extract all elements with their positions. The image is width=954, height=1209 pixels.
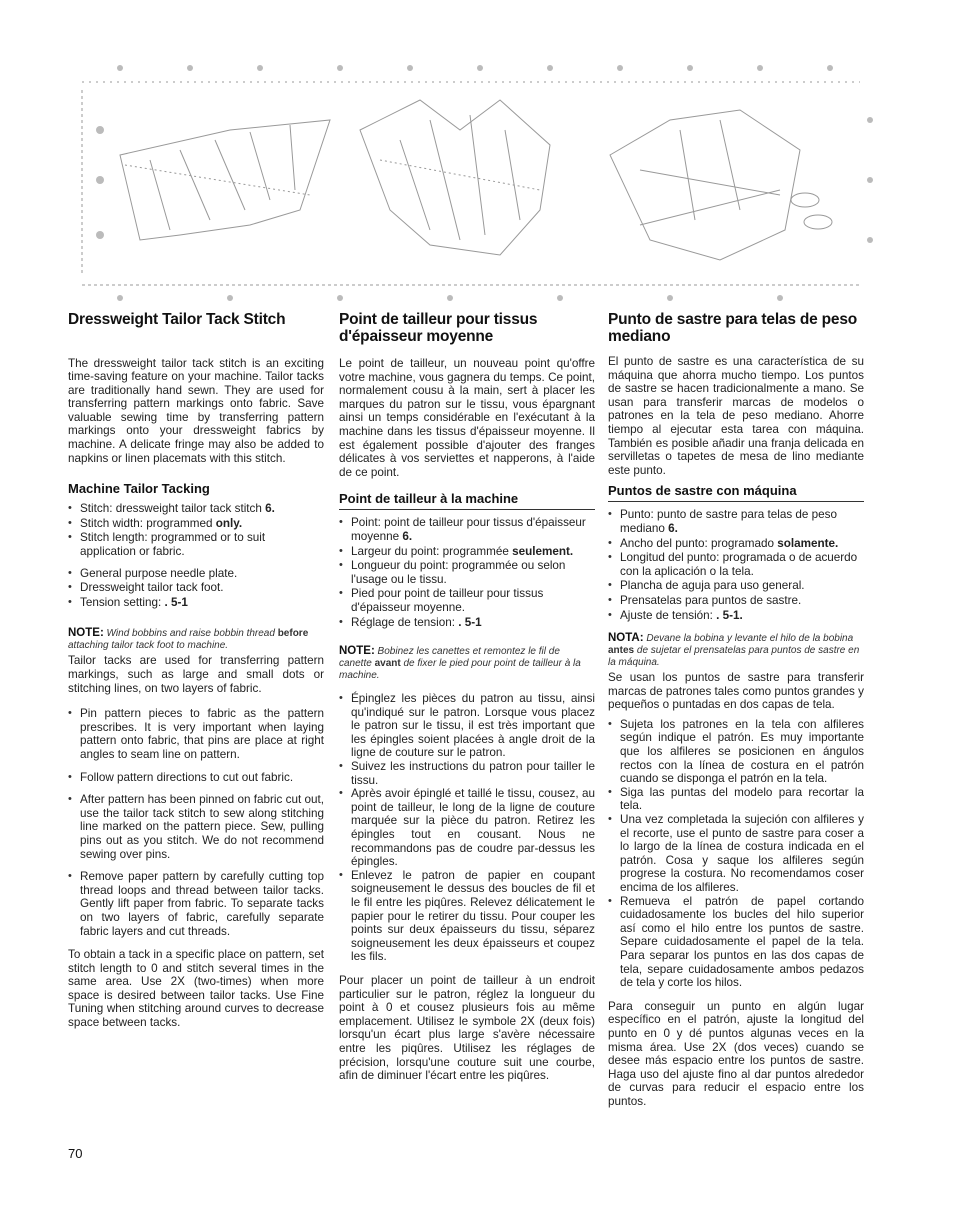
list-item: • Prensatelas para puntos de sastre. — [608, 594, 864, 608]
list-item: • Après avoir épinglé et taillé le tissu, cousez, au point de tailleur, le long de la ligne de couture marquée sur la pièce du patron. Retirez les épingles tout en cousant. Nous ne recommandons pas de coudre par-dessus les épingles. — [339, 787, 595, 869]
page-number: 70 — [68, 1146, 83, 1161]
spanish-settings-list — [608, 508, 864, 622]
french-subtitle: Point de tailleur à la machine — [339, 491, 595, 510]
list-item: • Point: point de tailleur pour tissus d'épaisseur moyenne 6. — [339, 516, 595, 543]
list-item: • General purpose needle plate. — [68, 567, 324, 581]
list-item: • Épinglez les pièces du patron au tissu, ainsi qu'indiqué sur le patron. Lorsque vous placez le patron sur le tissu, il est très important que les épingles soient placées à angle droit de la ligne de couture sur le patron. — [339, 692, 595, 760]
list-item: • Réglage de tension: . 5-1 — [339, 616, 595, 630]
french-steps-list — [339, 692, 595, 964]
english-steps-list — [68, 707, 324, 938]
english-note-body: Tailor tacks are used for transferring pattern markings, such as large and small dots or stitching lines, on two layers of fabric. — [68, 654, 324, 695]
french-column — [339, 312, 595, 1089]
list-item: • Stitch width: programmed only. — [68, 517, 324, 531]
list-item: • Pin pattern pieces to fabric as the pattern prescribes. It is very important when laying pattern onto fabric, that pins are place at right angles to seam line on pattern. — [68, 707, 324, 761]
french-title: Point de tailleur pour tissus d'épaisseur moyenne — [339, 311, 538, 345]
spanish-note-body: Se usan los puntos de sastre para transferir marcas de patrones tales como puntos grandes y pequeños o puntadas en dos capas de tela. — [608, 671, 864, 712]
list-item: • Sujeta los patrones en la tela con alfileres según indique el patrón. Es muy importante que los alfileres se posicionen en ángulos rectos con la línea de costura en el patrón cuando se disponga el patrón en la tela. — [608, 718, 864, 786]
list-item: • Largeur du point: programmée seulement. — [339, 545, 595, 559]
spanish-closing: Para conseguir un punto en algún lugar específico en el patrón, ajuste la longitud del punto en 0 y dé puntos algunas veces en la misma área. Use 2X (dos veces) cuando se desee más espacio entre los puntos de sastre. Haga uso del ajuste fino al dar puntos alrededor de curvas para reducir el espacio entre los puntos. — [608, 999, 864, 1108]
list-item: • Dressweight tailor tack foot. — [68, 581, 324, 595]
french-note: NOTE: Bobinez les canettes et remontez le fil de canette avant de fixer le pied pour point de tailleur à la machine. — [339, 645, 581, 682]
list-item: • Una vez completada la sujeción con alfileres y el recorte, use el punto de sastre para coser a lo largo de la línea de costura indicada en el patrón. Cosa y saque los alfileres según progrese la costura. No recomendamos coser encima de los alfileres. — [608, 813, 864, 895]
list-item: • Longueur du point: programmée ou selon l'usage ou le tissu. — [339, 559, 595, 586]
list-item: • Longitud del punto: programada o de acuerdo con la aplicación o la tela. — [608, 551, 864, 578]
list-item: • Remove paper pattern by carefully cutting top thread loops and thread between tailor tacks. Gently lift paper from fabric. To separate tacks on two layers of fabric, carefully separate fabric layers and cut threads. — [68, 870, 324, 938]
english-settings-list — [68, 502, 324, 609]
list-item: • Stitch length: programmed or to suit application or fabric. — [68, 531, 324, 558]
list-item: • Punto: punto de sastre para telas de peso mediano 6. — [608, 508, 864, 535]
spanish-subtitle: Puntos de sastre con máquina — [608, 483, 864, 502]
list-item: • Suivez les instructions du patron pour tailler le tissu. — [339, 760, 595, 787]
list-item: • Ancho del punto: programado solamente. — [608, 537, 864, 551]
list-item: • Tension setting: . 5-1 — [68, 596, 324, 610]
french-closing: Pour placer un point de tailleur à un endroit particulier sur le patron, réglez la longueur du point à 0 et cousez plusieurs fois au même emplacement. Utilisez le symbole 2X (deux fois) lorsqu'un écart plus large s'avère nécessaire entre les piqûres. Utilisez les réglages de précision, lorsqu'une couture suit une courbe, afin de diminuer l'écart entre les piqûres. — [339, 973, 595, 1083]
list-item: • After pattern has been pinned on fabric cut out, use the tailor tack stitch to sew along stitching line marked on the pattern piece. Sew, pulling pins out as you stitch. We do not recommend sewing over pins. — [68, 793, 324, 861]
english-note: NOTE: Wind bobbins and raise bobbin thread before attaching tailor tack foot to machine. — [68, 627, 309, 652]
english-title: Dressweight Tailor Tack Stitch — [68, 311, 286, 328]
spanish-intro: El punto de sastre es una característica de su máquina que ahorra mucho tiempo. Los puntos de sastre se hacen tradicionalmente a mano. Se usan para transferir marcas de modelos o patrones en la tela de peso mediano. Ahorre tiempo al ejecutar esta tarea con máquina. También es posible añadir una franja delicada en servilletas o tapetes de mesa de lino mediante este punto. — [608, 355, 864, 477]
list-item: • Ajuste de tensión: . 5-1. — [608, 609, 864, 623]
list-item: • Stitch: dressweight tailor tack stitch 6. — [68, 502, 324, 516]
spanish-title: Punto de sastre para telas de peso mediano — [608, 311, 858, 345]
english-intro: The dressweight tailor tack stitch is an exciting time-saving feature on your machine. Tailor tacks are traditionally hand sewn. They are used for transferring pattern markings onto fabric. Save valuable sewing time by transferring pattern markings onto your dressweight fabrics by machine. A delicate fringe may also be added to napkins or linen placemats with this stitch. — [68, 356, 324, 465]
list-item: • Remueva el patrón de papel cortando cuidadosamente los bucles del hilo superior así como el hilo entre los puntos de sastre. Separe cuidadosamente el papel de la tela. Para separar los puntos en las dos capas de tela, separe cuidadosamente ambos pedazos de tela y corte los hilos. — [608, 895, 864, 990]
english-closing: To obtain a tack in a specific place on pattern, set stitch length to 0 and stitch several times in the same area. Use 2X (two-times) when more space is desired between tailor tacks. Use Fine Tuning when stitching around curves to decrease space between tacks. — [68, 948, 324, 1030]
spanish-column — [608, 312, 864, 1115]
list-item: • Follow pattern directions to cut out fabric. — [68, 771, 324, 785]
french-settings-list — [339, 516, 595, 629]
list-item: • Plancha de aguja para uso general. — [608, 579, 864, 593]
french-intro: Le point de tailleur, un nouveau point qu'offre votre machine, vous gagnera du temps. Ce point, normalement cousu à la main, sert à placer les marques du patron sur le tissu, vous épargnant ainsi un temps considérable en l'exécutant à la machine dans les tissus d'épaisseur moyenne. Il est également possible d'ajouter des franges délicates à vos serviettes et napperons, à l'aide de ce point. — [339, 357, 595, 479]
sewing-illustration — [80, 60, 880, 308]
list-item: • Enlevez le patron de papier en coupant soigneusement le dessus des boucles de fil et le fil entre les piqûres. Relevez délicatement le papier pour le retirer du tissu. Pour couper les points sur deux épaisseurs du tissu, séparez soigneusement les deux épaisseurs et coupez les fils. — [339, 869, 595, 964]
list-item: • Pied pour point de tailleur pour tissus d'épaisseur moyenne. — [339, 587, 595, 614]
spanish-note: NOTA: Devane la bobina y levante el hilo de la bobina antes de sujetar el prensatelas para puntos de sastre en la máquina. — [608, 632, 860, 669]
english-subtitle: Machine Tailor Tacking — [68, 481, 210, 497]
list-item: • Siga las puntas del modelo para recortar la tela. — [608, 786, 864, 813]
english-column — [68, 312, 324, 1036]
spanish-steps-list — [608, 718, 864, 990]
